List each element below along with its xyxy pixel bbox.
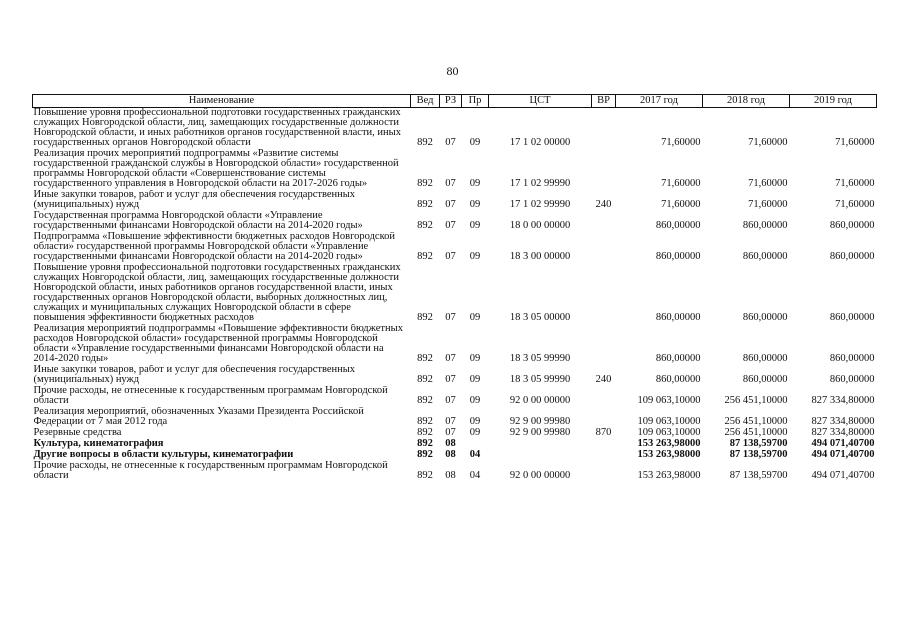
row-vr: [592, 263, 616, 324]
row-cst: 92 0 00 00000: [509, 395, 571, 406]
table-row: [33, 461, 877, 482]
row-name: Культура, кинематография: [33, 439, 164, 449]
row-value-2019: 860,00000: [829, 251, 875, 262]
row-cst: 18 3 05 99990: [509, 353, 571, 364]
row-value-2018: 71,60000: [748, 178, 788, 189]
row-value-2018: 87 138,59700: [729, 450, 788, 460]
row-pr: 09: [469, 353, 481, 364]
row-value-2017: 109 063,10000: [637, 428, 701, 438]
row-ved: 892: [417, 199, 433, 210]
row-cst: [489, 450, 592, 461]
row-value-2018: 87 138,59700: [729, 439, 788, 449]
table-row: [33, 365, 877, 386]
header-pr: Пр: [462, 95, 489, 108]
row-value-2019: 494 071,40700: [811, 439, 875, 449]
row-value-2018: 71,60000: [748, 137, 788, 148]
row-value-2018: 256 451,10000: [724, 416, 788, 427]
row-value-2018: 256 451,10000: [724, 428, 788, 438]
row-value-2019: 860,00000: [829, 220, 875, 231]
page-number: 80: [446, 64, 459, 78]
row-value-2019: 827 334,80000: [811, 416, 875, 427]
row-pr: 09: [469, 312, 481, 323]
row-name: Резервные средства: [33, 428, 122, 438]
row-value-2018: 860,00000: [742, 312, 788, 323]
row-rz: 07: [445, 137, 456, 148]
row-cst: 17 1 02 99990: [509, 178, 571, 189]
row-ved: 892: [417, 439, 433, 449]
row-rz: 07: [445, 220, 456, 231]
row-name: Иные закупки товаров, работ и услуг для обеспечения государственных (муниципальных) нужд: [33, 190, 356, 210]
table-row: [33, 211, 877, 232]
row-rz: 07: [445, 199, 456, 210]
row-value-2017: 153 263,98000: [637, 450, 701, 460]
header-2017: 2017 год: [616, 95, 703, 108]
table-row: [33, 108, 877, 150]
table-row: [33, 263, 877, 324]
row-pr: 09: [469, 178, 481, 189]
row-ved: 892: [417, 374, 433, 385]
row-value-2019: 71,60000: [835, 199, 875, 210]
row-rz: 08: [445, 439, 456, 449]
row-value-2017: 71,60000: [661, 137, 701, 148]
row-pr: 09: [469, 137, 481, 148]
row-cst: 18 3 05 00000: [509, 312, 571, 323]
row-name: Другие вопросы в области культуры, кинематографии: [33, 450, 294, 460]
budget-table: [32, 94, 877, 482]
row-value-2019: 860,00000: [829, 353, 875, 364]
row-vr: [592, 461, 616, 482]
table-header: [33, 95, 877, 108]
row-pr: 09: [469, 416, 481, 427]
row-value-2019: 860,00000: [829, 312, 875, 323]
row-vr: 870: [595, 428, 612, 438]
header-cst: ЦСТ: [489, 95, 592, 108]
row-vr: [592, 232, 616, 263]
row-value-2018: 860,00000: [742, 374, 788, 385]
row-name: Реализация мероприятий подпрограммы «Повышение эффективности бюджетных расходов Новгородской области» государственной программы Новгородской области «Управление государственными финансами Новгородской области на 2014-2020 годы»: [33, 324, 403, 364]
row-rz: 07: [445, 178, 456, 189]
row-name: Подпрограмма «Повышение эффективности бюджетных расходов Новгородской области» государственной программы Новгородской области «Управление государственными финансами Новгородской области на 2014-2020 годы»: [33, 232, 396, 262]
table-row: [33, 450, 877, 461]
row-name: Повышение уровня профессиональной подготовки государственных гражданских служащих Новгородской области, лиц, замещающих государственные должности Новгородской области, и иных работников органов государственной власти, иных государственных органов Новгородской области: [33, 107, 401, 148]
row-pr: 09: [469, 220, 481, 231]
row-vr: [592, 108, 616, 150]
row-pr: 09: [469, 199, 481, 210]
row-ved: 892: [417, 251, 433, 262]
table-row: [33, 386, 877, 407]
row-vr: [592, 407, 616, 428]
table-row: [33, 439, 877, 450]
row-value-2018: 256 451,10000: [724, 395, 788, 406]
row-vr: [592, 211, 616, 232]
row-value-2019: 860,00000: [829, 374, 875, 385]
row-ved: 892: [417, 470, 433, 481]
table-row: [33, 428, 877, 439]
row-value-2017: 860,00000: [655, 312, 701, 323]
row-rz: 07: [445, 251, 456, 262]
row-value-2017: 71,60000: [661, 178, 701, 189]
row-value-2018: 860,00000: [742, 353, 788, 364]
row-pr: 09: [469, 428, 481, 438]
row-value-2017: 153 263,98000: [637, 439, 701, 449]
row-name: Иные закупки товаров, работ и услуг для обеспечения государственных (муниципальных) нужд: [33, 365, 356, 385]
row-value-2019: 71,60000: [835, 178, 875, 189]
row-pr: 04: [469, 470, 481, 481]
row-rz: 07: [445, 353, 456, 364]
row-value-2017: 860,00000: [655, 353, 701, 364]
header-rz: РЗ: [440, 95, 462, 108]
row-value-2018: 71,60000: [748, 199, 788, 210]
row-pr: 04: [469, 450, 481, 460]
row-rz: 08: [445, 450, 456, 460]
row-ved: 892: [417, 428, 433, 438]
row-value-2019: 494 071,40700: [811, 450, 875, 460]
row-pr: 09: [469, 374, 481, 385]
row-pr: 09: [469, 395, 481, 406]
row-cst: 17 1 02 00000: [509, 137, 571, 148]
row-cst: 18 0 00 00000: [509, 220, 571, 231]
row-value-2019: 827 334,80000: [811, 428, 875, 438]
table-row: [33, 149, 877, 190]
row-name: Прочие расходы, не отнесенные к государственным программам Новгородской области: [33, 461, 388, 481]
row-vr: [592, 450, 616, 461]
row-pr: [462, 439, 489, 450]
header-name: Наименование: [33, 95, 411, 108]
row-cst: 92 9 00 99980: [509, 428, 571, 438]
row-vr: [592, 324, 616, 365]
row-value-2018: 860,00000: [742, 251, 788, 262]
row-value-2017: 109 063,10000: [637, 416, 701, 427]
row-value-2017: 860,00000: [655, 220, 701, 231]
row-rz: 07: [445, 395, 456, 406]
row-ved: 892: [417, 178, 433, 189]
header-2019: 2019 год: [790, 95, 877, 108]
row-ved: 892: [417, 353, 433, 364]
row-rz: 07: [445, 312, 456, 323]
row-ved: 892: [417, 416, 433, 427]
header-ved: Вед: [411, 95, 440, 108]
row-cst: [489, 439, 592, 450]
header-2018: 2018 год: [703, 95, 790, 108]
row-cst: 18 3 00 00000: [509, 251, 571, 262]
table-row: [33, 324, 877, 365]
row-value-2019: 71,60000: [835, 137, 875, 148]
row-vr: 240: [595, 374, 612, 385]
header-vr: ВР: [592, 95, 616, 108]
row-vr: [592, 439, 616, 450]
row-value-2018: 860,00000: [742, 220, 788, 231]
row-value-2017: 153 263,98000: [637, 470, 701, 481]
table-row: [33, 407, 877, 428]
row-rz: 07: [445, 374, 456, 385]
row-ved: 892: [417, 395, 433, 406]
row-cst: 92 9 00 99980: [509, 416, 571, 427]
row-value-2017: 109 063,10000: [637, 395, 701, 406]
table-row: [33, 190, 877, 211]
row-cst: 92 0 00 00000: [509, 470, 571, 481]
row-rz: 07: [445, 416, 456, 427]
row-vr: 240: [595, 199, 612, 210]
row-cst: 18 3 05 99990: [509, 374, 571, 385]
row-ved: 892: [417, 450, 433, 460]
row-name: Государственная программа Новгородской области «Управление государственными финансами Новгородской области на 2014-2020 годы»: [33, 211, 363, 231]
row-ved: 892: [417, 312, 433, 323]
row-ved: 892: [417, 220, 433, 231]
row-name: Повышение уровня профессиональной подготовки государственных гражданских служащих Новгородской области, лиц, замещающих государственные должности Новгородской области, иных работников органов государственной власти, иных государственных органов Новгородской области, выборных должностных лиц, служащих и муниципальных служащих Новгородской области в сфере повышения эффективности бюджетных расходов: [33, 263, 401, 323]
row-ved: 892: [417, 137, 433, 148]
row-value-2017: 71,60000: [661, 199, 701, 210]
row-vr: [592, 386, 616, 407]
row-name: Реализация мероприятий, обозначенных Указами Президента Российской Федерации от 7 мая 2012 года: [33, 407, 364, 427]
row-name: Прочие расходы, не отнесенные к государственным программам Новгородской области: [33, 386, 388, 406]
row-vr: [592, 149, 616, 190]
row-name: Реализация прочих мероприятий подпрограммы «Развитие системы государственной гражданской службы в Новгородской области» государственной программы Новгородской области «Совершенствование системы государственного управления в Новгородской области на 2017-2026 годы»: [33, 149, 399, 189]
row-pr: 09: [469, 251, 481, 262]
table-body: [33, 108, 877, 483]
row-value-2017: 860,00000: [655, 374, 701, 385]
row-value-2017: 860,00000: [655, 251, 701, 262]
row-cst: 17 1 02 99990: [509, 199, 571, 210]
row-value-2019: 827 334,80000: [811, 395, 875, 406]
table-row: [33, 232, 877, 263]
row-rz: 07: [445, 428, 456, 438]
row-rz: 08: [445, 470, 456, 481]
row-value-2019: 494 071,40700: [811, 470, 875, 481]
row-value-2018: 87 138,59700: [729, 470, 788, 481]
